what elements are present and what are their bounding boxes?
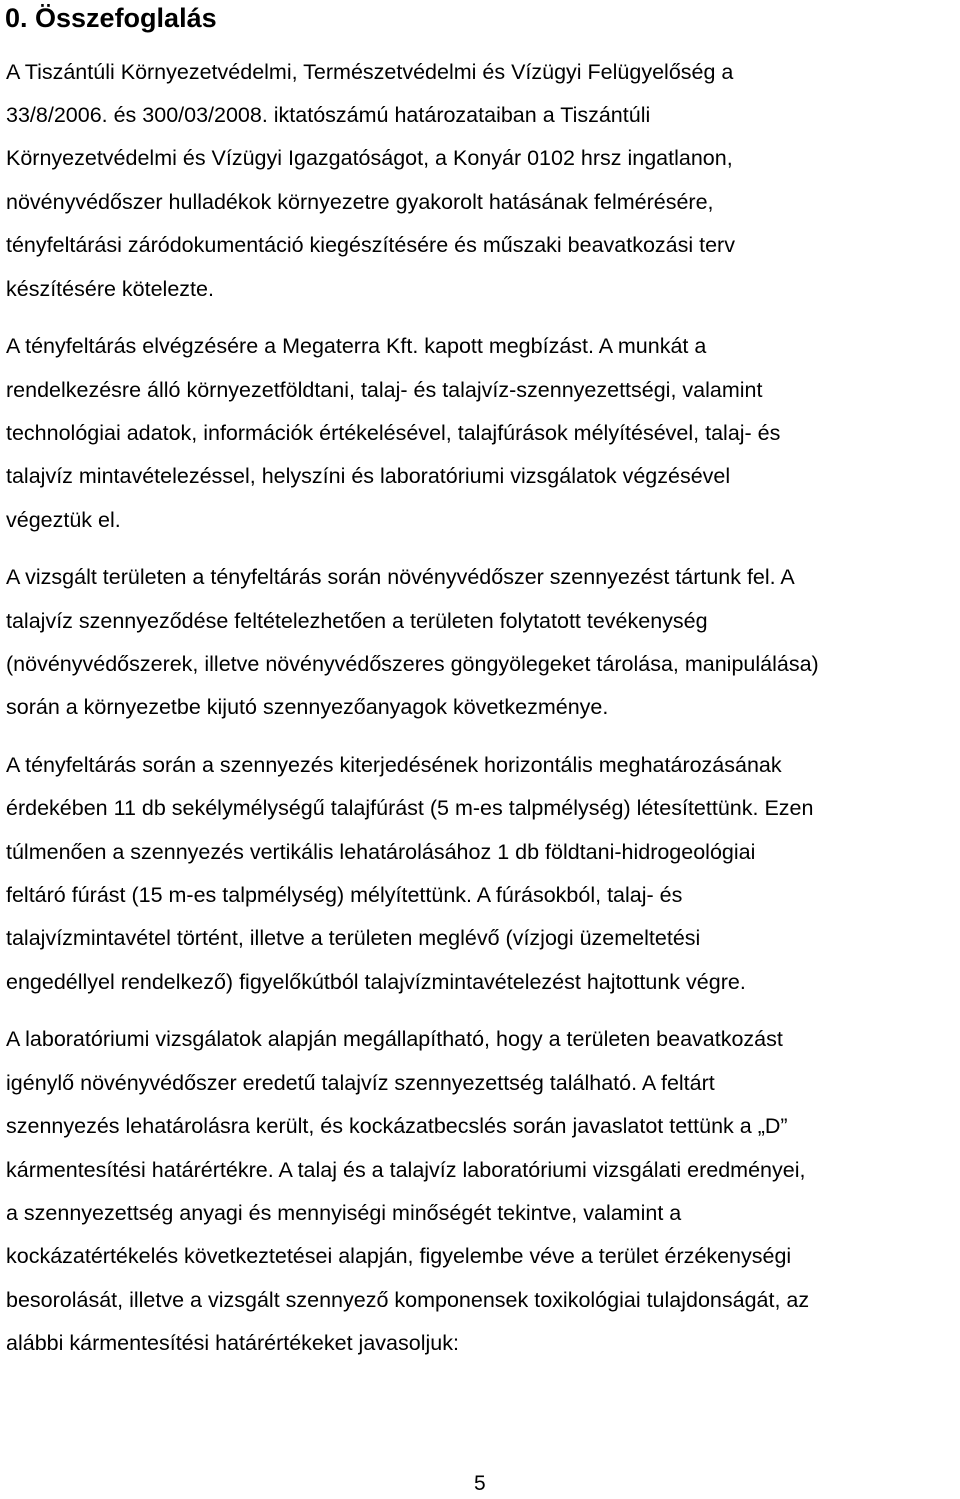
text-line: feltáró fúrást (15 m-es talpmélység) mélyítettünk. A fúrásokból, talaj- és	[6, 883, 683, 907]
page-number: 5	[474, 1472, 486, 1495]
text-line: 33/8/2006. és 300/03/2008. iktatószámú határozataiban a Tiszántúli	[6, 103, 651, 127]
text-line: igénylő növényvédőszer eredetű talajvíz szennyezettség található. A feltárt	[6, 1071, 715, 1095]
text-line: végeztük el.	[6, 508, 121, 532]
text-line: (növényvédőszerek, illetve növényvédőszeres göngyölegeket tárolása, manipulálása)	[6, 652, 819, 676]
text-line: szennyezés lehatárolásra került, és kockázatbecslés során javaslatot tettünk a „D”	[6, 1114, 788, 1138]
text-line: A Tiszántúli Környezetvédelmi, Természetvédelmi és Vízügyi Felügyelőség a	[6, 60, 734, 84]
text-line: a szennyezettség anyagi és mennyiségi minőségét tekintve, valamint a	[6, 1201, 682, 1225]
text-line: túlmenően a szennyezés vertikális lehatárolásához 1 db földtani-hidrogeológiai	[6, 840, 756, 864]
text-line: A tényfeltárás elvégzésére a Megaterra Kft. kapott megbízást. A munkát a	[6, 334, 707, 358]
text-line: kockázatértékelés következtetései alapján, figyelembe véve a terület érzékenységi	[6, 1244, 792, 1268]
text-line: A vizsgált területen a tényfeltárás során növényvédőszer szennyezést tártunk fel. A	[6, 565, 795, 589]
text-line: talajvízmintavétel történt, illetve a területen meglévő (vízjogi üzemeltetési	[6, 926, 701, 950]
text-line: készítésére kötelezte.	[6, 277, 214, 301]
text-line: A laboratóriumi vizsgálatok alapján megállapítható, hogy a területen beavatkozást	[6, 1027, 783, 1051]
text-line: érdekében 11 db sekélymélységű talajfúrást (5 m-es talpmélység) létesítettünk. Ezen	[6, 796, 814, 820]
text-line: tényfeltárási záródokumentáció kiegészítésére és műszaki beavatkozási terv	[6, 233, 735, 257]
text-line: talajvíz mintavételezéssel, helyszíni és laboratóriumi vizsgálatok végzésével	[6, 464, 731, 488]
text-line: besorolását, illetve a vizsgált szennyező komponensek toxikológiai tulajdonságát, az	[6, 1288, 810, 1312]
text-line: technológiai adatok, információk értékelésével, talajfúrások mélyítésével, talaj- és	[6, 421, 781, 445]
text-line: engedéllyel rendelkező) figyelőkútból talajvízmintavételezést hajtottunk végre.	[6, 970, 746, 994]
text-line: rendelkezésre álló környezetföldtani, talaj- és talajvíz-szennyezettségi, valamint	[6, 378, 763, 402]
text-line: talajvíz szennyeződése feltételezhetően a területen folytatott tevékenység	[6, 609, 708, 633]
text-line: során a környezetbe kijutó szennyezőanyagok következménye.	[6, 695, 609, 719]
text-line: növényvédőszer hulladékok környezetre gyakorolt hatásának felmérésére,	[6, 190, 714, 214]
text-line: A tényfeltárás során a szennyezés kiterjedésének horizontális meghatározásának	[6, 753, 782, 777]
text-line: Környezetvédelmi és Vízügyi Igazgatóságot, a Konyár 0102 hrsz ingatlanon,	[6, 146, 733, 170]
text-line: kármentesítési határértékre. A talaj és a talajvíz laboratóriumi vizsgálati eredményei,	[6, 1158, 806, 1182]
text-line: alábbi kármentesítési határértékeket javasoljuk:	[6, 1331, 459, 1355]
section-heading: 0. Összefoglalás	[5, 3, 217, 33]
